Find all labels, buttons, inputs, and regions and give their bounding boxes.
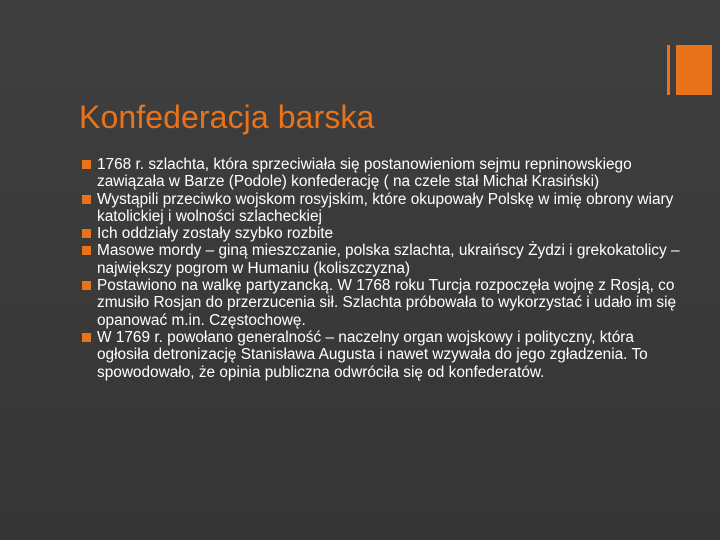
accent-bar-thick	[676, 45, 712, 95]
bullet-list	[82, 156, 682, 381]
bullet-item	[82, 277, 682, 329]
bullet-item	[82, 191, 682, 226]
bullet-item	[82, 242, 682, 277]
square-bullet-icon	[82, 333, 91, 342]
accent-bar-thin	[667, 45, 670, 95]
bullet-text: Postawiono na walkę partyzancką. W 1768 roku Turcja rozpoczęła wojnę z Rosją, co zmusiło Rosjan do przerzucenia sił. Szlachta próbowała to wykorzystać i udało im się opanować m.in. Częstochowę.	[97, 277, 677, 329]
bullet-text: Wystąpili przeciwko wojskom rosyjskim, które okupowały Polskę w imię obrony wiary katolickiej i wolności szlacheckiej	[97, 190, 674, 225]
slide-title: Konfederacja barska	[79, 99, 375, 136]
bullet-text: W 1769 r. powołano generalność – naczelny organ wojskowy i polityczny, która ogłosiła detronizację Stanisława Augusta i nawet wzywała do jego zgładzenia. To spowodowało, że opinia publiczna odwróciła się od konfederatów.	[97, 328, 648, 381]
square-bullet-icon	[82, 246, 91, 255]
bullet-item	[82, 225, 682, 242]
square-bullet-icon	[82, 229, 91, 238]
bullet-text: Ich oddziały zostały szybko rozbite	[97, 225, 334, 243]
square-bullet-icon	[82, 160, 91, 169]
square-bullet-icon	[82, 281, 91, 290]
bullet-text: Masowe mordy – giną mieszczanie, polska szlachta, ukraińscy Żydzi i grekokatolicy – największy pogrom w Humaniu (koliszczyzna)	[97, 242, 680, 277]
bullet-item	[82, 156, 682, 191]
bullet-item	[82, 329, 682, 381]
square-bullet-icon	[82, 195, 91, 204]
bullet-text: 1768 r. szlachta, która sprzeciwiała się postanowieniom sejmu repninowskiego zawiązała w Barze (Podole) konfederację ( na czele stał Michał Krasiński)	[97, 156, 632, 191]
